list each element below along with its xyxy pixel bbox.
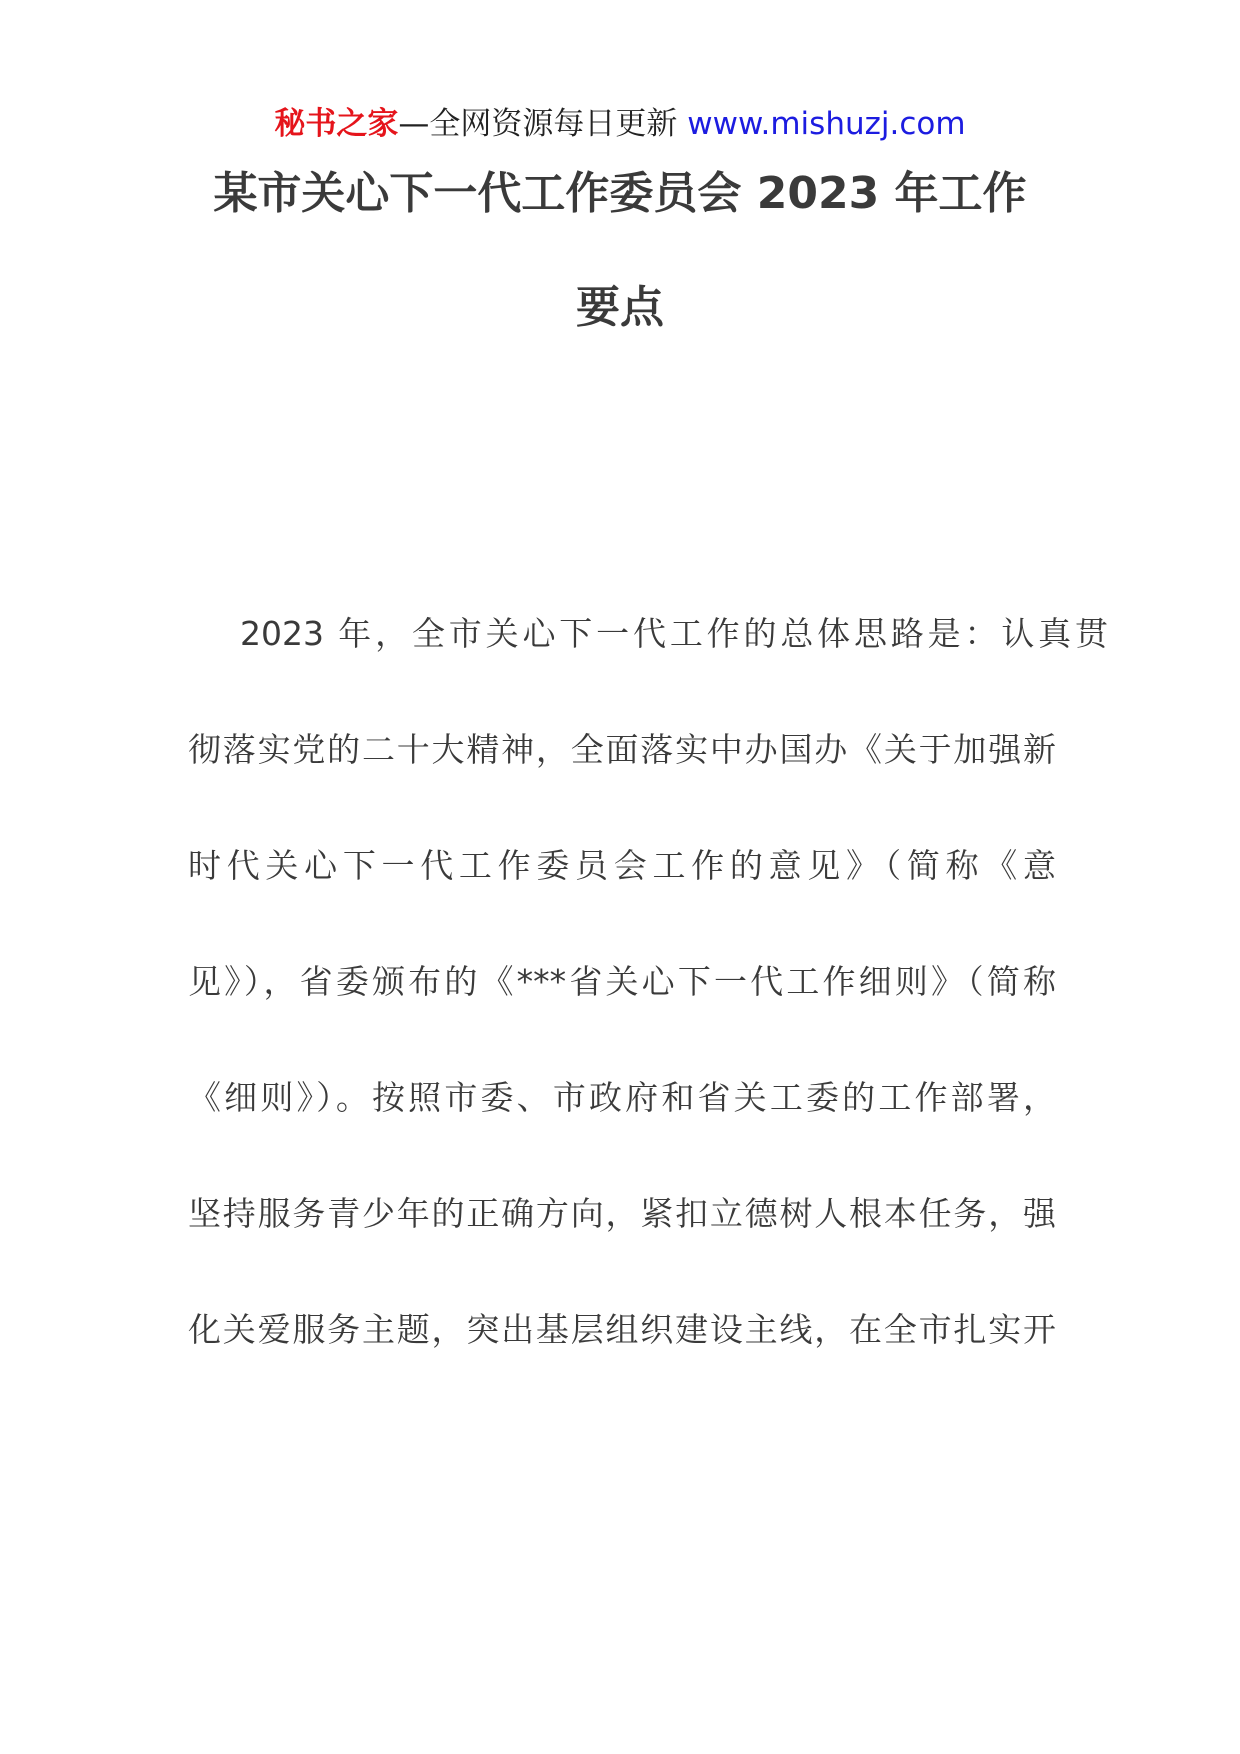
body-line-6: 坚持服务青少年的正确方向，紧扣立德树人根本任务，强 — [188, 1194, 1056, 1233]
site-link[interactable]: www.mishuzj.com — [687, 106, 966, 142]
document-title-line-1: 某市关心下一代工作委员会 2023 年工作 — [213, 168, 1027, 219]
document-title-line-2: 要点 — [576, 282, 664, 333]
body-line-4: 见》），省委颁布的《***省关心下一代工作细则》（简称 — [188, 962, 1056, 1001]
body-line-7: 化关爱服务主题，突出基层组织建设主线，在全市扎实开 — [188, 1310, 1056, 1349]
header-tagline: —全网资源每日更新 — [398, 106, 688, 142]
body-line-1: 2023 年，全市关心下一代工作的总体思路是：认真贯 — [240, 614, 1108, 653]
site-header — [0, 100, 1240, 148]
body-line-2: 彻落实党的二十大精神，全面落实中办国办《关于加强新 — [188, 730, 1056, 769]
brand-name: 秘书之家 — [274, 106, 399, 142]
body-line-5: 《细则》）。按照市委、市政府和省关工委的工作部署， — [188, 1078, 1056, 1117]
body-line-3: 时代关心下一代工作委员会工作的意见》（简称《意 — [188, 846, 1056, 885]
